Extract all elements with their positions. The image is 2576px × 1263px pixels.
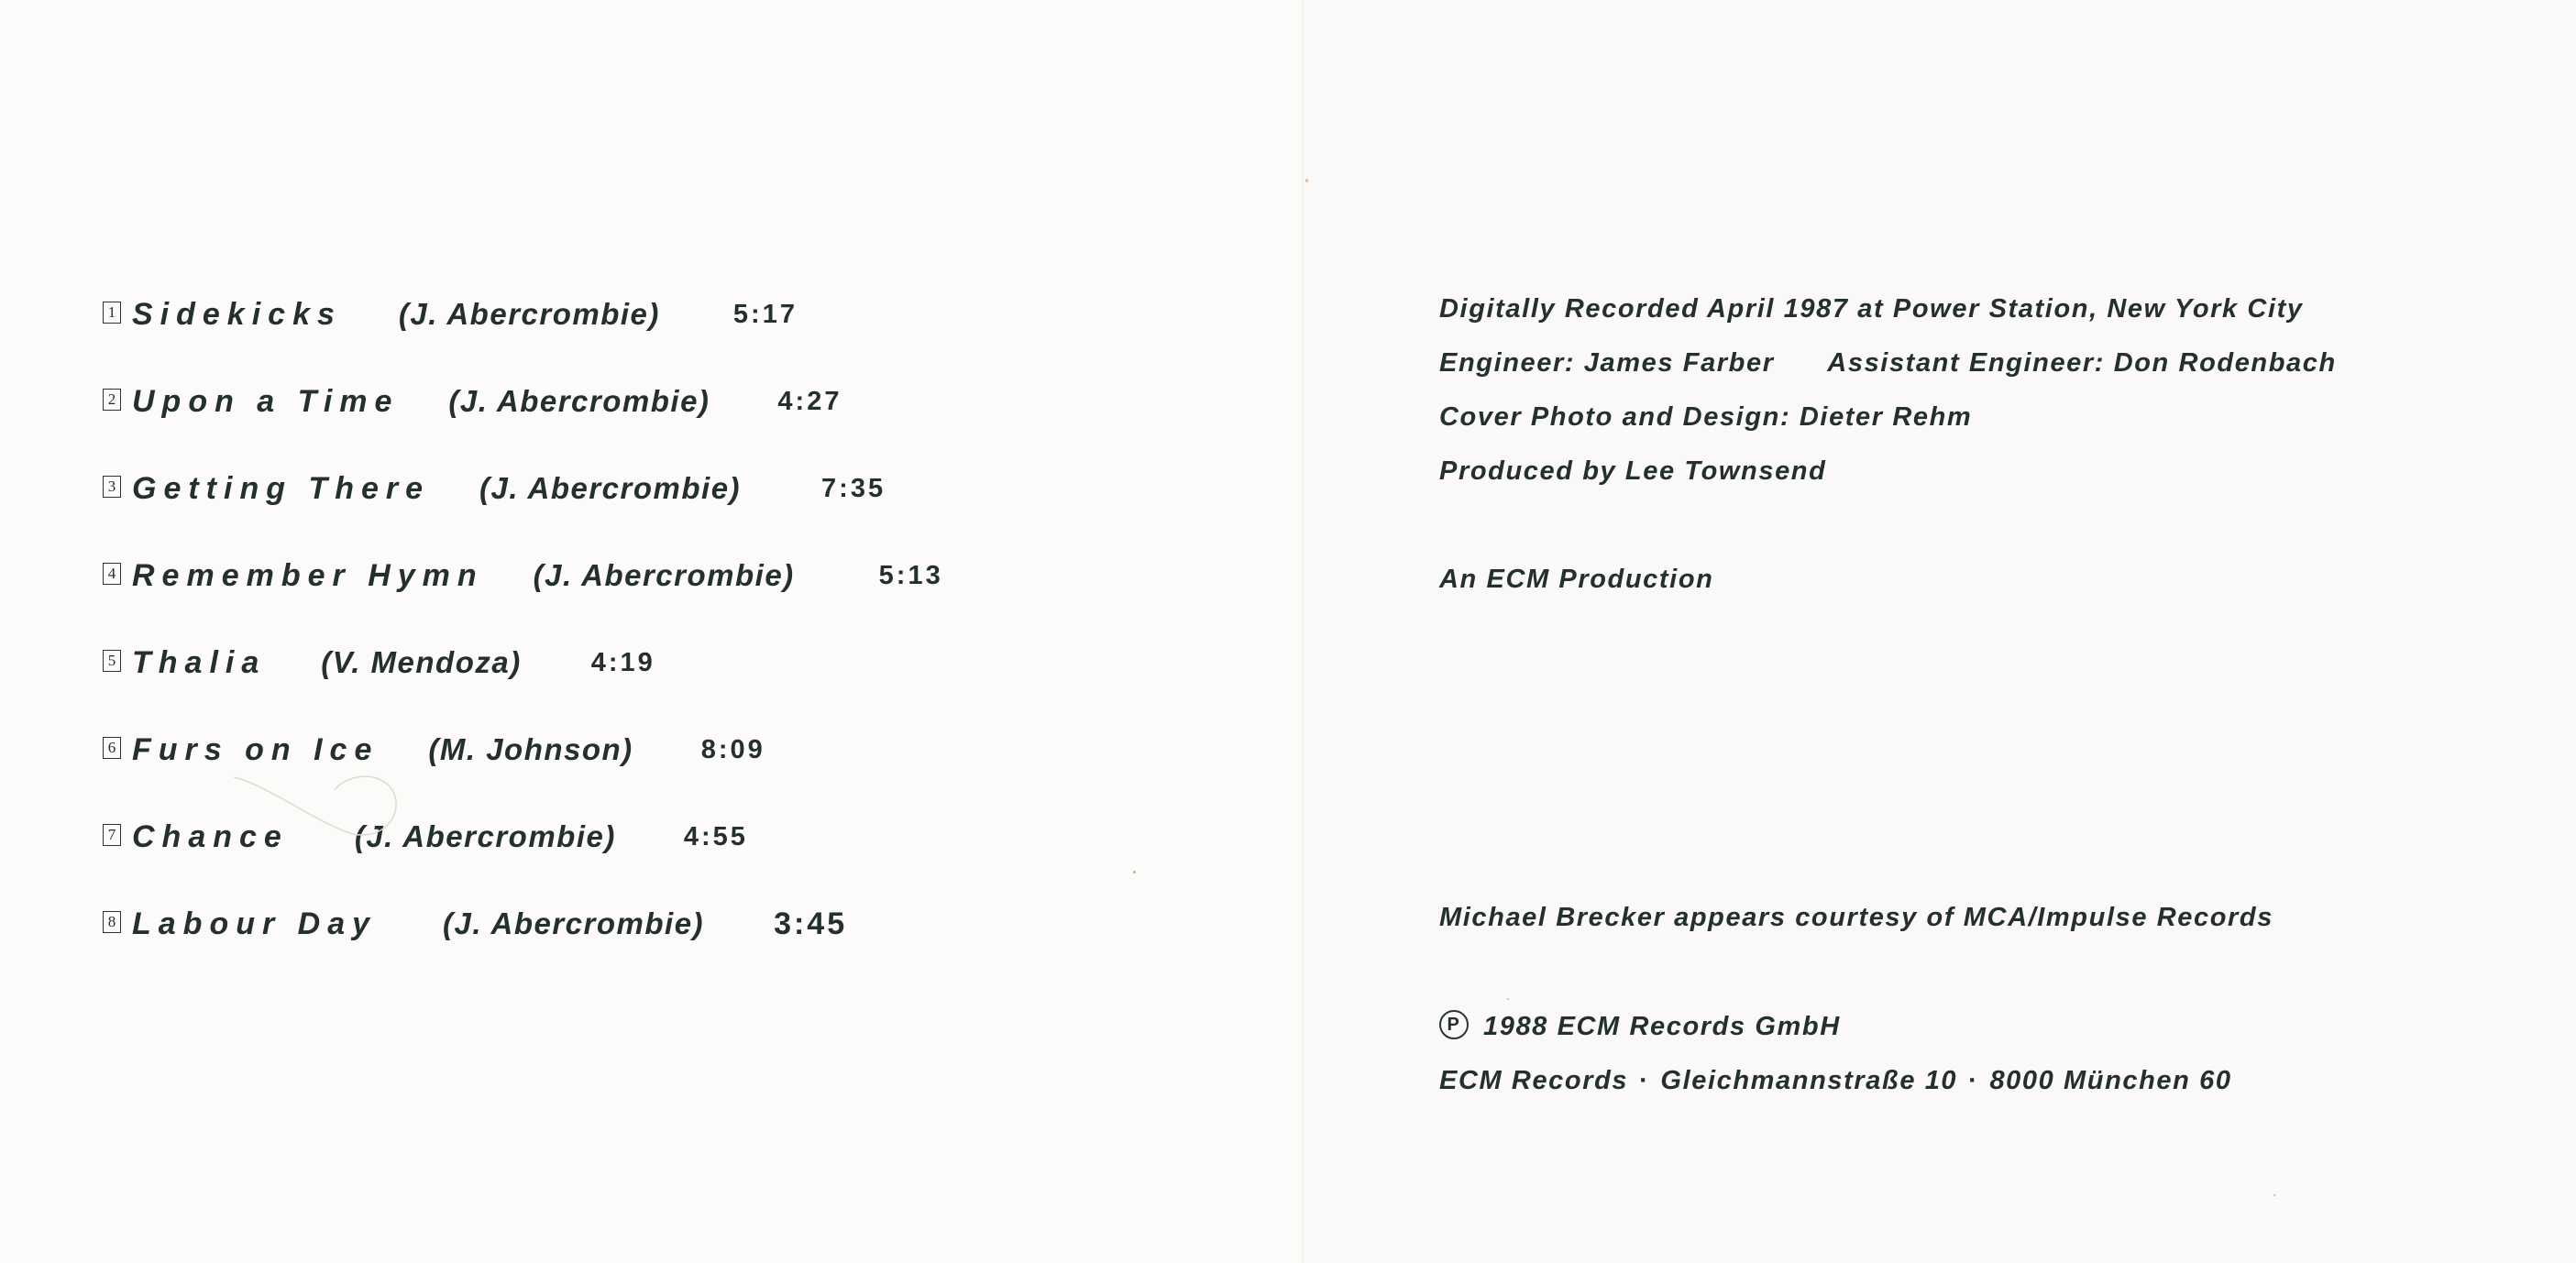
track-title: Getting There [132, 470, 431, 506]
track-number: 5 [103, 650, 121, 672]
separator-dot: · [1968, 1066, 1979, 1095]
track-item [103, 901, 847, 947]
city-address: 8000 München 60 [1989, 1066, 2232, 1095]
track-time: 8:09 [700, 734, 765, 764]
scan-speck [2273, 1194, 2275, 1196]
scan-speck [1133, 871, 1136, 873]
separator-dot: · [1639, 1066, 1650, 1095]
track-composer: (J. Abercrombie) [398, 297, 660, 331]
track-number: 7 [103, 824, 121, 846]
track-item [103, 291, 798, 337]
track-composer: (J. Abercrombie) [354, 819, 616, 853]
track-item [103, 727, 765, 773]
track-item [103, 379, 842, 424]
track-item [103, 553, 943, 599]
track-time: 7:35 [821, 473, 886, 503]
track-title: Chance [132, 818, 289, 854]
track-time: 3:45 [774, 906, 848, 941]
track-title: Remember Hymn [132, 557, 484, 593]
track-composer: (M. Johnson) [428, 732, 633, 766]
engineer-text: Engineer: James Farber [1439, 348, 1775, 378]
track-composer: (J. Abercrombie) [443, 906, 705, 940]
copyright-line [1439, 1012, 1841, 1042]
address-line [1439, 1066, 2232, 1096]
scan-speck [1507, 998, 1509, 1000]
production-credit: An ECM Production [1439, 565, 1714, 594]
track-composer: (J. Abercrombie) [533, 558, 795, 592]
assistant-engineer-text: Assistant Engineer: Don Rodenbach [1827, 348, 2337, 378]
track-time: 4:55 [683, 821, 748, 851]
track-number: 2 [103, 389, 121, 411]
track-item [103, 814, 748, 860]
track-number: 4 [103, 563, 121, 585]
label-name: ECM Records [1439, 1066, 1629, 1095]
track-time: 5:17 [732, 299, 798, 329]
track-number: 1 [103, 302, 121, 324]
recording-credit: Digitally Recorded April 1987 at Power Station, New York City [1439, 294, 2304, 324]
track-time: 4:19 [590, 647, 655, 677]
scan-speck [1305, 179, 1308, 182]
page-fold [1302, 0, 1304, 1263]
track-title: Thalia [132, 644, 267, 680]
track-composer: (V. Mendoza) [321, 645, 522, 679]
cover-credit: Cover Photo and Design: Dieter Rehm [1439, 402, 1973, 432]
track-title: Labour Day [132, 906, 378, 941]
track-number: 3 [103, 476, 121, 498]
track-item [103, 640, 655, 686]
producer-credit: Produced by Lee Townsend [1439, 456, 1827, 486]
track-number: 8 [103, 911, 121, 933]
track-item [103, 466, 886, 511]
track-composer: (J. Abercrombie) [448, 384, 710, 418]
scan-hair-artifact [234, 768, 408, 841]
engineer-credit [1439, 348, 2337, 379]
phonogram-icon: P [1439, 1010, 1469, 1039]
track-number: 6 [103, 737, 121, 759]
courtesy-credit: Michael Brecker appears courtesy of MCA/Impulse Records [1439, 903, 2273, 932]
track-title: Upon a Time [132, 383, 400, 419]
track-composer: (J. Abercrombie) [479, 471, 742, 505]
street-address: Gleichmannstraße 10 [1660, 1066, 1958, 1095]
track-title: Furs on Ice [132, 731, 380, 767]
track-time: 4:27 [777, 386, 842, 416]
track-time: 5:13 [878, 560, 943, 590]
copyright-text: 1988 ECM Records GmbH [1483, 1012, 1841, 1041]
track-title: Sidekicks [132, 296, 342, 332]
